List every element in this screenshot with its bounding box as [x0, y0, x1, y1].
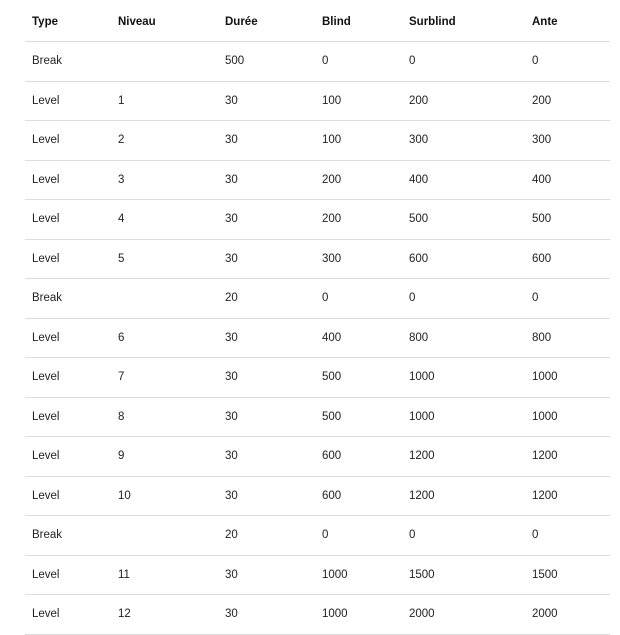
cell-blind: 0	[315, 42, 402, 82]
cell-duree: 30	[218, 397, 315, 437]
cell-surblind: 0	[402, 279, 525, 319]
cell-surblind: 1500	[402, 555, 525, 595]
cell-duree: 30	[218, 160, 315, 200]
cell-surblind: 200	[402, 81, 525, 121]
cell-niveau: 4	[111, 200, 218, 240]
cell-niveau: 5	[111, 239, 218, 279]
cell-niveau: 11	[111, 555, 218, 595]
table-row	[25, 200, 610, 240]
cell-blind: 300	[315, 239, 402, 279]
table-row	[25, 160, 610, 200]
table-row	[25, 81, 610, 121]
cell-duree: 30	[218, 121, 315, 161]
cell-type: Level	[25, 595, 111, 635]
cell-ante: 0	[525, 42, 610, 82]
cell-duree: 30	[218, 476, 315, 516]
cell-ante: 0	[525, 279, 610, 319]
cell-blind: 600	[315, 437, 402, 477]
table-row	[25, 437, 610, 477]
cell-blind: 100	[315, 121, 402, 161]
cell-surblind: 1000	[402, 358, 525, 398]
cell-type: Break	[25, 516, 111, 556]
table-row	[25, 318, 610, 358]
table-row	[25, 595, 610, 635]
cell-type: Level	[25, 318, 111, 358]
cell-niveau	[111, 42, 218, 82]
cell-type: Break	[25, 279, 111, 319]
cell-surblind: 0	[402, 42, 525, 82]
cell-niveau: 2	[111, 121, 218, 161]
cell-surblind: 0	[402, 516, 525, 556]
cell-ante: 300	[525, 121, 610, 161]
cell-type: Level	[25, 476, 111, 516]
cell-ante: 200	[525, 81, 610, 121]
header-niveau: Niveau	[111, 2, 218, 42]
cell-duree: 30	[218, 318, 315, 358]
cell-duree: 500	[218, 42, 315, 82]
cell-type: Level	[25, 397, 111, 437]
cell-duree: 30	[218, 200, 315, 240]
table-body	[25, 42, 610, 635]
cell-duree: 30	[218, 81, 315, 121]
cell-type: Level	[25, 200, 111, 240]
header-type: Type	[25, 2, 111, 42]
cell-niveau: 1	[111, 81, 218, 121]
cell-duree: 30	[218, 555, 315, 595]
cell-type: Level	[25, 160, 111, 200]
cell-surblind: 1200	[402, 437, 525, 477]
cell-type: Level	[25, 555, 111, 595]
cell-ante: 1500	[525, 555, 610, 595]
table-row	[25, 239, 610, 279]
cell-duree: 20	[218, 279, 315, 319]
table-row	[25, 555, 610, 595]
header-surblind: Surblind	[402, 2, 525, 42]
cell-type: Level	[25, 437, 111, 477]
header-ante: Ante	[525, 2, 610, 42]
blind-structure-table-container	[25, 2, 610, 635]
cell-ante: 1000	[525, 397, 610, 437]
cell-blind: 500	[315, 397, 402, 437]
blind-structure-table	[25, 2, 610, 635]
table-row	[25, 476, 610, 516]
cell-ante: 1200	[525, 476, 610, 516]
cell-niveau: 3	[111, 160, 218, 200]
cell-duree: 30	[218, 437, 315, 477]
cell-blind: 1000	[315, 595, 402, 635]
cell-surblind: 300	[402, 121, 525, 161]
cell-blind: 0	[315, 279, 402, 319]
table-row	[25, 121, 610, 161]
cell-blind: 500	[315, 358, 402, 398]
cell-blind: 600	[315, 476, 402, 516]
cell-niveau: 12	[111, 595, 218, 635]
cell-ante: 0	[525, 516, 610, 556]
cell-ante: 800	[525, 318, 610, 358]
table-row	[25, 42, 610, 82]
cell-duree: 20	[218, 516, 315, 556]
cell-ante: 1200	[525, 437, 610, 477]
cell-type: Level	[25, 358, 111, 398]
cell-surblind: 800	[402, 318, 525, 358]
cell-duree: 30	[218, 239, 315, 279]
cell-blind: 400	[315, 318, 402, 358]
cell-ante: 2000	[525, 595, 610, 635]
cell-ante: 600	[525, 239, 610, 279]
table-row	[25, 516, 610, 556]
cell-type: Level	[25, 121, 111, 161]
header-duree: Durée	[218, 2, 315, 42]
cell-blind: 0	[315, 516, 402, 556]
cell-niveau: 6	[111, 318, 218, 358]
cell-niveau: 10	[111, 476, 218, 516]
cell-ante: 500	[525, 200, 610, 240]
cell-surblind: 500	[402, 200, 525, 240]
cell-duree: 30	[218, 358, 315, 398]
cell-niveau: 9	[111, 437, 218, 477]
cell-surblind: 1000	[402, 397, 525, 437]
table-header-row	[25, 2, 610, 42]
cell-niveau	[111, 516, 218, 556]
cell-type: Level	[25, 239, 111, 279]
cell-niveau: 8	[111, 397, 218, 437]
cell-duree: 30	[218, 595, 315, 635]
cell-blind: 200	[315, 200, 402, 240]
cell-blind: 1000	[315, 555, 402, 595]
cell-surblind: 2000	[402, 595, 525, 635]
header-blind: Blind	[315, 2, 402, 42]
table-row	[25, 397, 610, 437]
cell-surblind: 400	[402, 160, 525, 200]
cell-niveau	[111, 279, 218, 319]
cell-surblind: 600	[402, 239, 525, 279]
cell-niveau: 7	[111, 358, 218, 398]
cell-blind: 100	[315, 81, 402, 121]
cell-blind: 200	[315, 160, 402, 200]
table-row	[25, 279, 610, 319]
cell-surblind: 1200	[402, 476, 525, 516]
cell-ante: 1000	[525, 358, 610, 398]
cell-type: Break	[25, 42, 111, 82]
cell-type: Level	[25, 81, 111, 121]
table-row	[25, 358, 610, 398]
cell-ante: 400	[525, 160, 610, 200]
